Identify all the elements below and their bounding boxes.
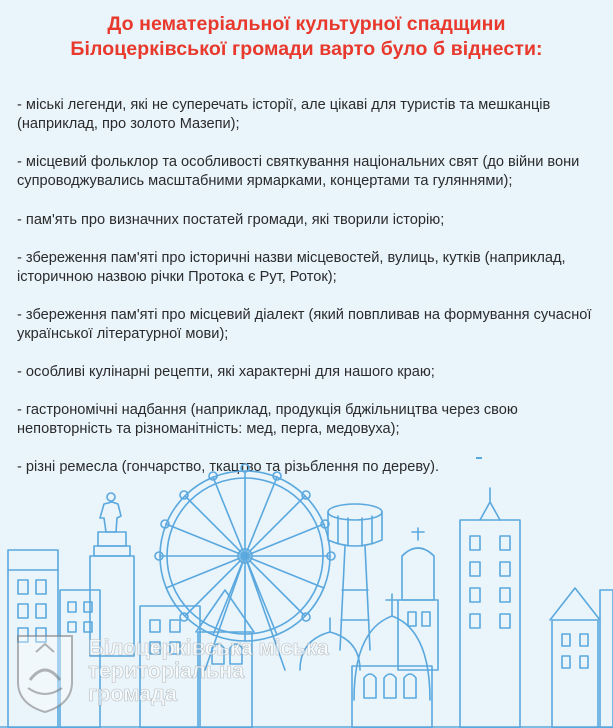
list-item: - збереження пам'яті про місцевий діалект (який повпливав на формування сучасної української літературної мови); [17, 307, 592, 342]
watermark-line-1: Білоцерківська міська [88, 635, 329, 660]
list-item: - особливі кулінарні рецепти, які характерні для нашого краю; [17, 364, 435, 380]
monument-icon [90, 493, 134, 656]
list-item: - пам'ять про визначних постатей громади, які творили історію; [17, 212, 445, 228]
list-item: - гастрономічні надбання (наприклад, продукція бджільництва через свою неповторність та різноманітність: мед, перга, медовуха); [17, 402, 518, 437]
watermark-text [88, 636, 428, 705]
title-line-2: Білоцерківської громади варто було б віднести: [70, 38, 543, 60]
watermark-line-2: територіальна [88, 658, 245, 683]
list-item: - міські легенди, які не суперечать історії, але цікаві для туристів та мешканців (наприклад, про золото Мазепи); [17, 97, 551, 132]
watermark-line-3: громада [88, 681, 177, 706]
list-item: - збереження пам'яті про історичні назви місцевостей, вулиць, кутків (наприклад, історичною назвою річки Протока є Рут, Роток); [17, 250, 566, 285]
list-item: - різні ремесла (гончарство, ткацтво та різьблення по дереву). [17, 459, 439, 475]
list-item: - місцевий фольклор та особливості святкування національних свят (до війни вони супроводжувались масштабними ярмарками, концертами та гуляннями); [17, 154, 580, 189]
page-title [0, 12, 613, 62]
community-coat-of-arms-icon [12, 630, 78, 714]
title-line-1: До нематеріальної культурної спадщини [107, 13, 506, 35]
heritage-list [17, 96, 602, 496]
